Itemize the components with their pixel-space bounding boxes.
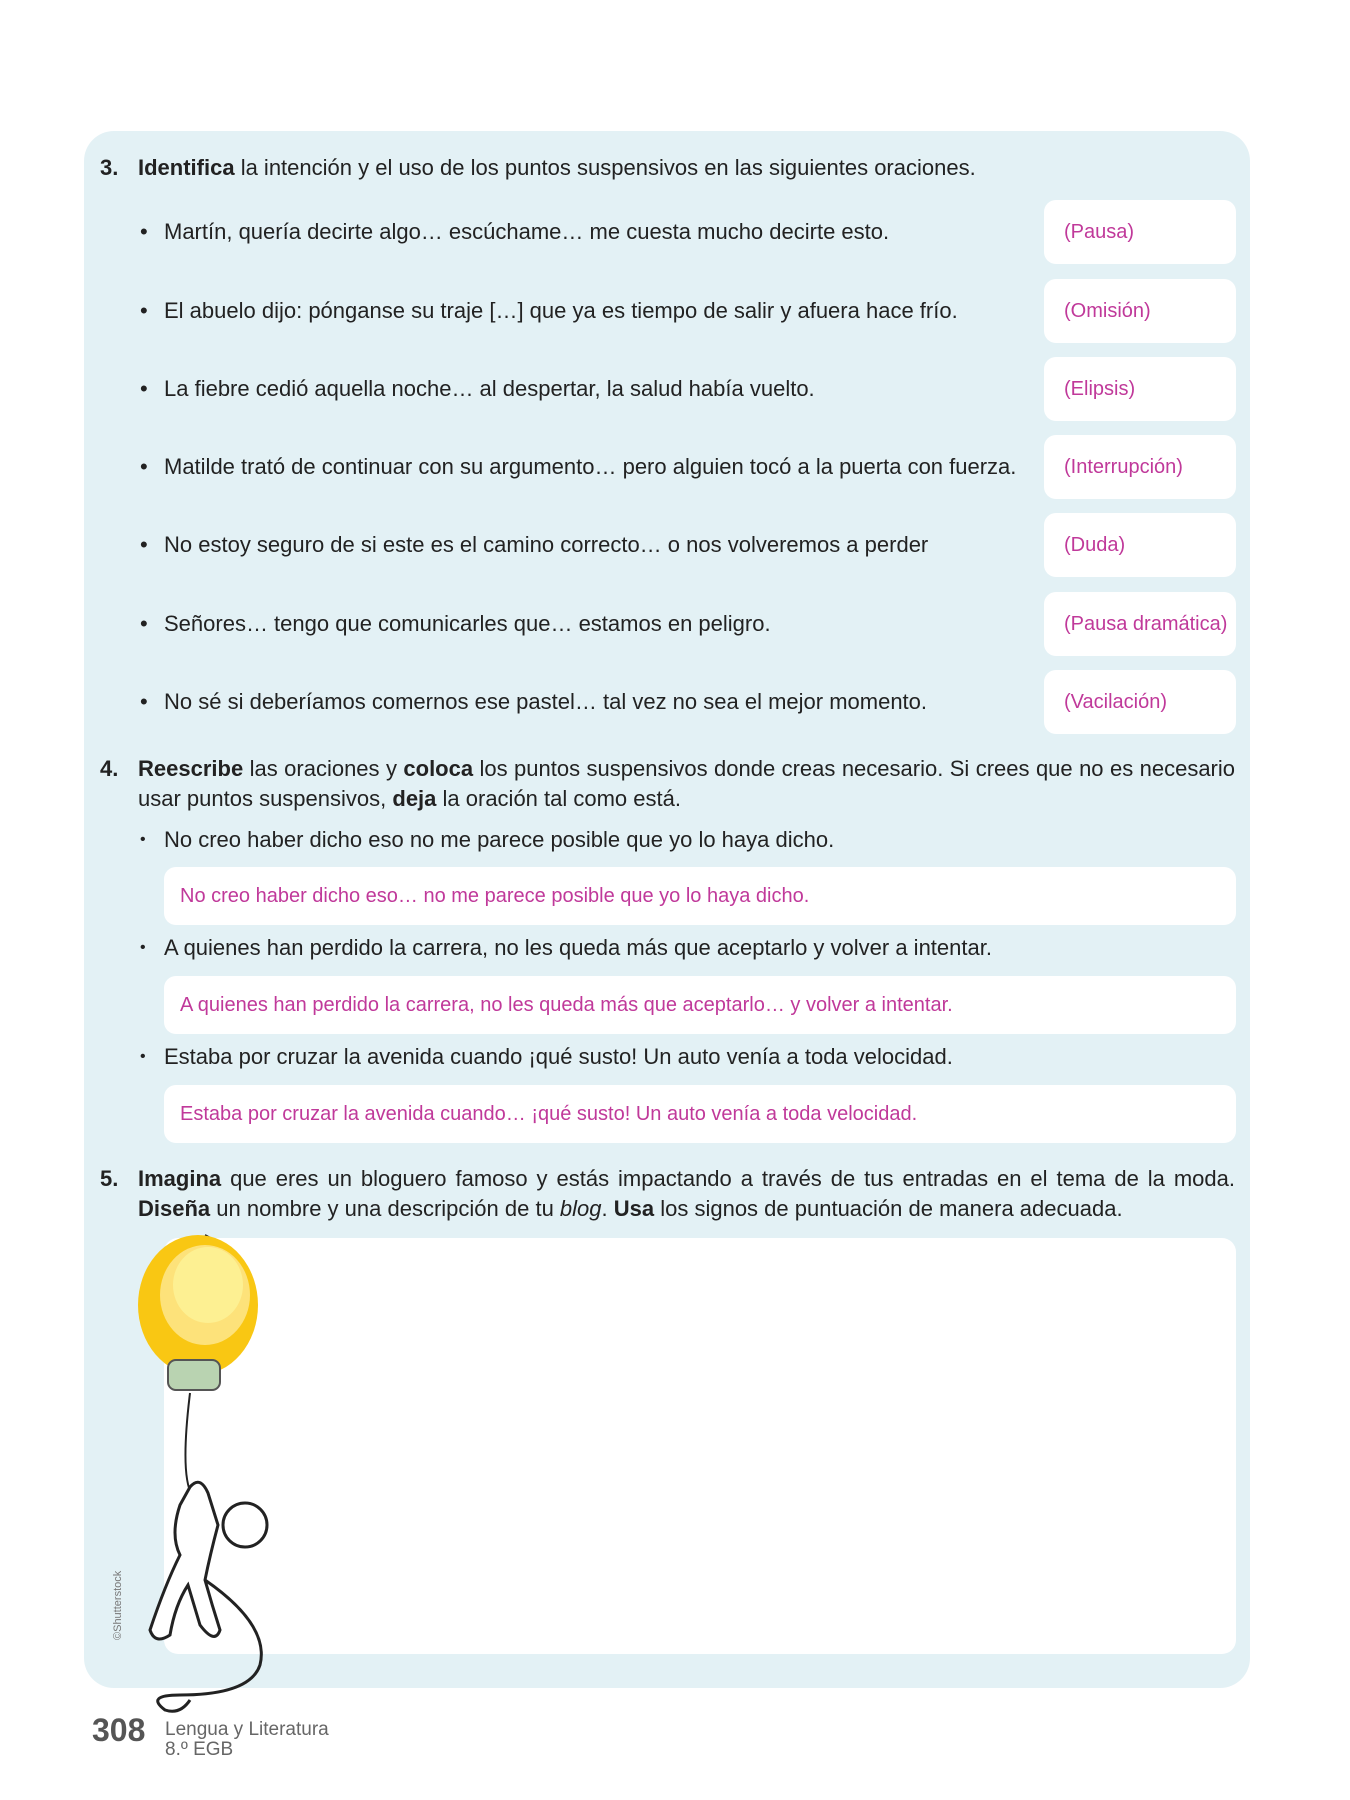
instruction-text: los signos de puntuación de manera adecuada. <box>654 1196 1123 1221</box>
sentence-text: Señores… tengo que comunicarles que… estamos en peligro. <box>164 611 771 636</box>
sentence-text: A quienes han perdido la carrera, no les queda más que aceptarlo y volver a intentar. <box>164 935 992 960</box>
instruction-text: los puntos suspensivos donde creas necesario. Si crees que no es necesario usar puntos suspensivos, <box>138 756 1235 811</box>
sentence-item <box>140 933 992 963</box>
bullet-icon: • <box>140 939 146 956</box>
answer-box[interactable]: (Duda) <box>1044 513 1236 577</box>
instruction-text: la oración tal como está. <box>436 786 681 811</box>
image-credit: ©Shutterstock <box>112 1570 124 1640</box>
rewrite-answer-box[interactable]: Estaba por cruzar la avenida cuando… ¡qué susto! Un auto venía a toda velocidad. <box>164 1085 1236 1143</box>
sentence-text: El abuelo dijo: pónganse su traje […] que ya es tiempo de salir y afuera hace frío. <box>164 298 958 323</box>
instruction-text: que eres un bloguero famoso y estás impactando a través de tus entradas en el tema de la moda. <box>221 1166 1235 1191</box>
question-number: 5. <box>100 1166 119 1191</box>
page-number: 308 <box>92 1712 146 1748</box>
sentence-text: No creo haber dicho eso no me parece posible que yo lo haya dicho. <box>164 827 835 852</box>
rewrite-answer-box[interactable]: No creo haber dicho eso… no me parece posible que yo lo haya dicho. <box>164 867 1236 925</box>
blog-answer-area[interactable] <box>164 1238 1236 1654</box>
bullet-icon: • <box>140 376 148 401</box>
sentence-item <box>140 1042 953 1072</box>
question-number: 3. <box>100 155 119 180</box>
bullet-icon: • <box>140 689 148 714</box>
bullet-icon: • <box>140 298 148 323</box>
instruction-verb: coloca <box>403 756 474 781</box>
instruction-verb: Reescribe <box>138 756 244 781</box>
answer-box[interactable]: (Pausa) <box>1044 200 1236 264</box>
instruction-verb: deja <box>392 786 437 811</box>
instruction-text: un nombre y una descripción de tu <box>210 1196 560 1221</box>
answer-box[interactable]: (Omisión) <box>1044 279 1236 343</box>
sentence-item <box>140 217 889 247</box>
sentence-text: Matilde trató de continuar con su argumento… pero alguien tocó a la puerta con fuerza. <box>164 454 1017 479</box>
bullet-icon: • <box>140 454 148 479</box>
bullet-icon: • <box>140 532 148 557</box>
sentence-item <box>140 452 1016 482</box>
answer-box[interactable]: (Vacilación) <box>1044 670 1236 734</box>
sentence-item <box>140 296 958 326</box>
instruction-verb: Usa <box>613 1196 655 1221</box>
question-5 <box>100 1164 1235 1224</box>
instruction-verb: Identifica <box>138 155 235 180</box>
question-number: 4. <box>100 756 119 781</box>
bullet-icon: • <box>140 831 146 848</box>
instruction-text: las oraciones y <box>243 756 404 781</box>
instruction-text: la intención y el uso de los puntos suspensivos en las siguientes oraciones. <box>234 155 976 180</box>
sentence-text: Estaba por cruzar la avenida cuando ¡qué susto! Un auto venía a toda velocidad. <box>164 1044 953 1069</box>
sentence-text: No sé si deberíamos comernos ese pastel… tal vez no sea el mejor momento. <box>164 689 928 714</box>
grade-label: 8.º EGB <box>165 1739 234 1760</box>
instruction-verb: Diseña <box>138 1196 211 1221</box>
sentence-item <box>140 530 928 560</box>
answer-box[interactable]: (Interrupción) <box>1044 435 1236 499</box>
sentence-item <box>140 609 771 639</box>
bullet-icon: • <box>140 611 148 636</box>
instruction-text: . <box>601 1196 614 1221</box>
answer-box[interactable]: (Elipsis) <box>1044 357 1236 421</box>
answer-box[interactable]: (Pausa dramática) <box>1044 592 1236 656</box>
lightbulb-balloon-illustration <box>120 1225 280 1725</box>
sentence-text: Martín, quería decirte algo… escúchame… me cuesta mucho decirte esto. <box>164 219 890 244</box>
sentence-item <box>140 374 815 404</box>
instruction-verb: Imagina <box>138 1166 222 1191</box>
rewrite-answer-box[interactable]: A quienes han perdido la carrera, no les queda más que aceptarlo… y volver a intentar. <box>164 976 1236 1034</box>
bullet-icon: • <box>140 219 148 244</box>
sentence-item <box>140 825 834 855</box>
question-4 <box>100 754 1235 814</box>
bullet-icon: • <box>140 1048 146 1065</box>
sentence-text: No estoy seguro de si este es el camino correcto… o nos volveremos a perder <box>164 532 929 557</box>
sentence-item <box>140 687 927 717</box>
instruction-italic: blog <box>559 1196 602 1221</box>
sentence-text: La fiebre cedió aquella noche… al despertar, la salud había vuelto. <box>164 376 815 401</box>
subject-name: Lengua y Literatura <box>165 1719 329 1740</box>
question-3 <box>100 153 1235 183</box>
